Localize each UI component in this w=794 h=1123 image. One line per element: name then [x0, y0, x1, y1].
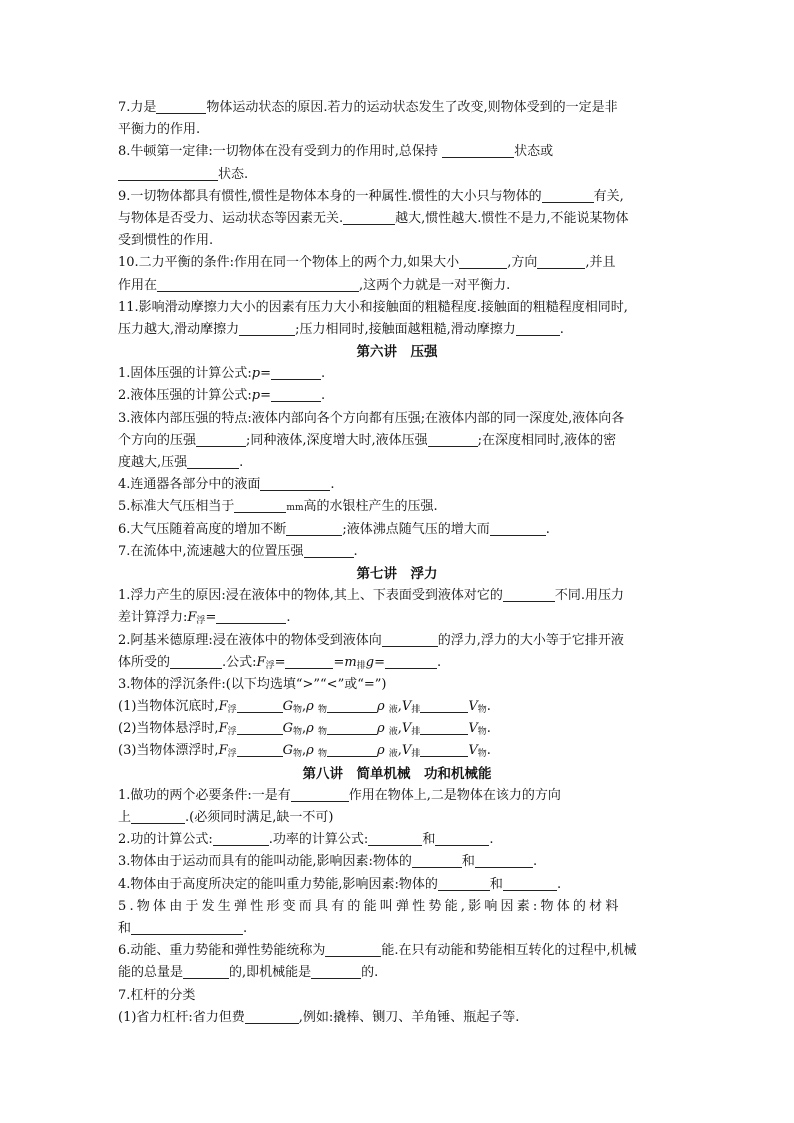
formula-symbol: ρ	[376, 699, 385, 715]
answer-blank[interactable]	[420, 742, 468, 757]
formula-symbol: ,	[397, 743, 402, 759]
answer-blank[interactable]	[385, 654, 437, 669]
answer-blank[interactable]	[438, 876, 490, 891]
formula-symbol: ρ	[306, 699, 314, 715]
item-10-line-2: 作用在 ,这两个力就是一对平衡力.	[118, 277, 511, 293]
mech-item-5-line-2: 和 .	[118, 920, 248, 936]
item-9-line-1: 9.一切物体都具有惯性,惯性是物体本身的一种属性.惯性的大小只与物体的 有关,	[118, 188, 624, 204]
item-11-line-2: 压力越大,滑动摩擦力 ;压力相同时,接触面越粗糙,滑动摩擦力 .	[118, 321, 564, 337]
item-11-line-1: 11.影响滑动摩擦力大小的因素有压力大小和接触面的粗糙程度.接触面的粗糙程度相同时,	[118, 299, 628, 315]
answer-blank[interactable]	[131, 809, 185, 824]
formula-symbol: 浮	[227, 705, 237, 716]
buoyancy-item-1-line-2: 差计算浮力$:F_浮=$ .	[118, 610, 291, 627]
answer-blank[interactable]	[428, 432, 478, 447]
answer-blank[interactable]	[503, 876, 557, 891]
mech-item-3: 3.物体由于运动而具有的能叫动能,影响因素:物体的 和 .	[118, 854, 538, 870]
item-7-line-2: 平衡力的作用.	[118, 122, 201, 138]
answer-blank[interactable]	[304, 543, 354, 558]
mech-item-6-line-2: 能的总量是 的,即机械能是 的.	[118, 965, 379, 981]
formula-symbol: 物	[317, 705, 327, 716]
formula-symbol: 物	[293, 727, 303, 738]
document-page	[118, 97, 676, 1029]
pressure-item-3-line-3: 度越大,压强 .	[118, 455, 244, 470]
pressure-item-2: 2.液体压强的计算公式:p= .	[118, 388, 326, 404]
answer-blank[interactable]	[170, 654, 222, 669]
formula-symbol: F	[218, 721, 228, 737]
formula-symbol: ρ	[306, 743, 314, 759]
buoyancy-item-1-line-1: 1.浮力产生的原因:浸在液体中的物体,其上、下表面受到液体对它的 不同.用压力	[118, 588, 625, 604]
formula-symbol: 排	[411, 705, 421, 716]
formula-symbol: 物	[477, 705, 487, 716]
formula-symbol: V	[401, 743, 412, 759]
answer-blank[interactable]	[537, 254, 585, 269]
pressure-item-3-line-2: 个方向的压强 ;同种液体,深度增大时,液体压强 ;在深度相同时,液体的密	[118, 432, 617, 448]
answer-blank[interactable]	[325, 942, 381, 957]
item-10-line-1: 10.二力平衡的条件:作用在同一个物体上的两个力,如果大小 ,方向 ,并且	[118, 255, 616, 271]
answer-blank[interactable]	[237, 698, 283, 713]
section-title-pressure: 第六讲 压强	[356, 344, 438, 361]
pressure-item-7: 7.在流体中,流速越大的位置压强 .	[118, 543, 358, 559]
formula-symbol: 物	[477, 749, 487, 760]
formula-symbol: ,	[397, 699, 402, 715]
formula-symbol: 物	[293, 705, 303, 716]
answer-blank[interactable]	[442, 143, 514, 158]
formula-symbol: F	[218, 743, 228, 759]
answer-blank[interactable]	[490, 521, 546, 536]
pressure-item-6: 6.大气压随着高度的增加不断 ;液体沸点随气压的增大而 .	[118, 521, 550, 537]
answer-blank[interactable]	[503, 587, 555, 602]
section-title-buoyancy: 第七讲 浮力	[356, 565, 438, 582]
pressure-item-5: 5.标准大气压相当于 mm高的水银柱产生的压强.	[118, 499, 438, 515]
answer-blank[interactable]	[327, 742, 377, 757]
formula-symbol: 液	[388, 705, 398, 716]
float-case-sink: (1)当物体沉底时$,F_浮$ $G_物,\rho$ $_物$ ρ $_液,V_排$ $V_物$.	[118, 699, 491, 716]
answer-blank[interactable]	[234, 498, 286, 513]
formula-symbol: G	[282, 721, 293, 737]
formula-symbol: 液	[388, 727, 398, 738]
formula-symbol: 排	[411, 727, 421, 738]
formula-symbol: 物	[317, 749, 327, 760]
pressure-item-4: 4.连通器各部分中的液面 .	[118, 477, 335, 493]
answer-blank[interactable]	[245, 1009, 299, 1024]
formula-symbol: 物	[317, 727, 327, 738]
answer-blank[interactable]	[213, 831, 269, 846]
pressure-item-1: 1.固体压强的计算公式:p= .	[118, 366, 326, 382]
item-8-line-2: 状态.	[118, 164, 676, 186]
answer-blank[interactable]	[216, 609, 286, 624]
item-9-line-2: 与物体是否受力、运动状态等因素无关. 越大,惯性越大.惯性不是力,不能说某物体	[118, 210, 629, 226]
formula-symbol: ρ	[376, 743, 385, 759]
answer-blank[interactable]	[420, 720, 468, 735]
answer-blank[interactable]	[516, 321, 560, 336]
answer-blank[interactable]	[327, 698, 377, 713]
answer-blank[interactable]	[382, 632, 438, 647]
formula-symbol: V	[468, 699, 478, 715]
mech-item-2: 2.功的计算公式: .功率的计算公式: 和 .	[118, 832, 494, 848]
answer-blank[interactable]	[187, 454, 239, 469]
answer-blank[interactable]	[157, 277, 359, 292]
answer-blank[interactable]	[327, 720, 377, 735]
mech-item-6-line-1: 6.动能、重力势能和弹性势能统称为 能.在只有动能和势能相互转化的过程中,机械	[118, 943, 637, 959]
answer-blank[interactable]	[131, 920, 243, 935]
answer-blank[interactable]	[435, 831, 489, 846]
mech-item-7: 7.杠杆的分类	[118, 987, 196, 1003]
formula-symbol: V	[468, 721, 478, 737]
formula-symbol: 排	[411, 749, 421, 760]
formula-symbol: 液	[388, 749, 398, 760]
formula-symbol: ,	[302, 721, 307, 737]
answer-blank[interactable]	[239, 321, 295, 336]
answer-blank[interactable]	[475, 853, 533, 868]
item-8-line-1: 8.牛顿第一定律:一切物体在没有受到力的作用时,总保持 状态或	[118, 144, 554, 160]
answer-blank[interactable]	[542, 188, 594, 203]
answer-blank[interactable]	[286, 521, 342, 536]
answer-blank[interactable]	[285, 654, 333, 669]
answer-blank[interactable]	[156, 99, 206, 114]
item-7-line-1: 7.力是 物体运动状态的原因.若力的运动状态发生了改变,则物体受到的一定是非	[118, 100, 618, 115]
float-case-float: (3)当物体漂浮时$,F_浮$ $G_物,\rho$ $_物$ ρ $_液,V_排$ $V_物$.	[118, 743, 491, 760]
answer-blank[interactable]	[196, 432, 246, 447]
mech-item-4: 4.物体由于高度所决定的能叫重力势能,影响因素:物体的 和 .	[118, 876, 562, 892]
formula-symbol: ρ	[306, 721, 314, 737]
answer-blank[interactable]	[237, 742, 283, 757]
answer-blank[interactable]	[412, 853, 462, 868]
mech-lever-1: (1)省力杠杆:省力但费 ,例如:撬棒、铡刀、羊角锤、瓶起子等.	[118, 1009, 520, 1025]
answer-blank[interactable]	[459, 254, 507, 269]
formula-symbol: F	[218, 699, 228, 715]
answer-blank[interactable]	[271, 387, 321, 402]
formula-symbol: 浮	[227, 727, 237, 738]
answer-blank[interactable]	[271, 365, 321, 380]
answer-blank[interactable]	[420, 698, 468, 713]
formula-symbol: ,	[397, 721, 402, 737]
formula-symbol: ρ	[376, 721, 385, 737]
formula-symbol: V	[401, 721, 412, 737]
answer-blank[interactable]	[183, 964, 229, 979]
formula-symbol: V	[401, 699, 412, 715]
formula-symbol: G	[282, 699, 293, 715]
formula-symbol: 物	[477, 727, 487, 738]
formula-symbol: 浮	[227, 749, 237, 760]
answer-blank[interactable]	[311, 964, 361, 979]
section-title-mechanics: 第八讲 简单机械 功和机械能	[302, 765, 492, 782]
buoyancy-item-2-line-1: 2.阿基米德原理:浸在液体中的物体受到液体向 的浮力,浮力的大小等于它排开液	[118, 632, 624, 648]
formula-symbol: G	[282, 743, 293, 759]
formula-symbol: V	[468, 743, 478, 759]
pressure-item-3-line-1: 3.液体内部压强的特点:液体内部向各个方向都有压强;在液体内部的同一深度处,液体向各	[118, 410, 625, 426]
answer-blank[interactable]	[237, 720, 283, 735]
mech-item-1-line-2: 上 .(必须同时满足,缺一不可)	[118, 810, 334, 825]
answer-blank[interactable]	[291, 787, 349, 802]
float-case-suspend: (2)当物体悬浮时$,F_浮$ $G_物,\rho$ $_物$ ρ $_液,V_排$ $V_物$.	[118, 721, 491, 738]
mech-item-5-line-1: 5.物体由于发生弹性形变而具有的能叫弹性势能,影响因素:物体的材料	[118, 898, 622, 914]
item-9-line-3: 受到惯性的作用.	[118, 233, 214, 249]
formula-symbol: 物	[293, 749, 303, 760]
formula-symbol: ,	[302, 699, 307, 715]
formula-symbol: ,	[302, 743, 307, 759]
buoyancy-item-3: 3.物体的浮沉条件:(以下均选填“>”“<”或“=”)	[118, 676, 387, 692]
buoyancy-item-2-line-2: 体所受的 .公式$:F_浮= =m_排g=$ .	[118, 654, 442, 671]
answer-blank[interactable]	[368, 831, 422, 846]
answer-blank[interactable]	[343, 210, 395, 225]
mech-item-1-line-1: 1.做功的两个必要条件:一是有 作用在物体上,二是物体在该力的方向	[118, 787, 561, 803]
answer-blank[interactable]	[118, 166, 218, 181]
answer-blank[interactable]	[260, 476, 330, 491]
